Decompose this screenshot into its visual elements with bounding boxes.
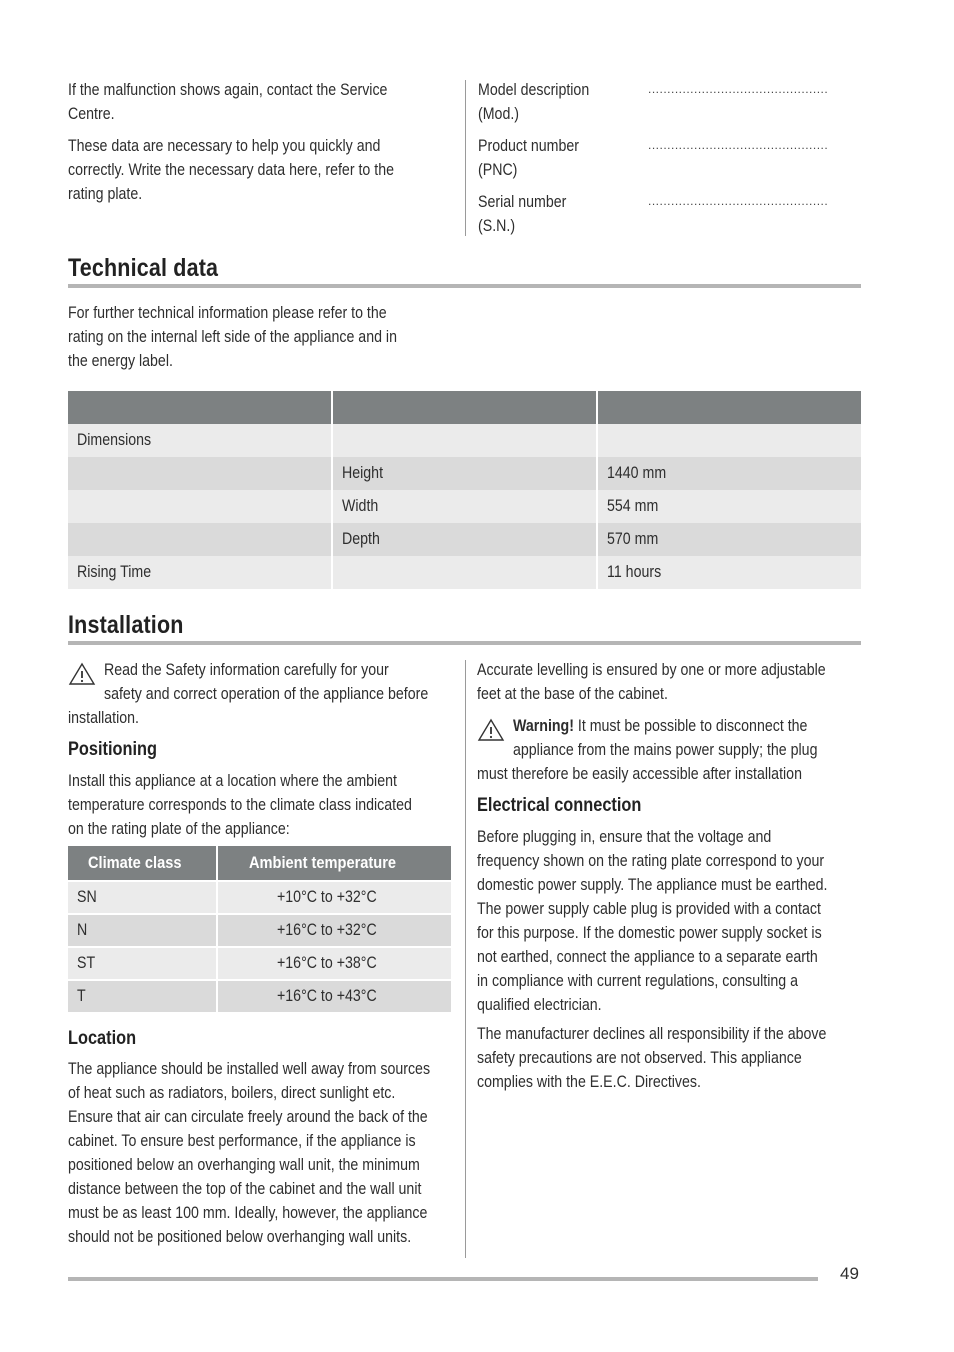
technical-data-table [68, 391, 861, 589]
column-divider [465, 660, 466, 1258]
positioning-text: Install this appliance at a location where the ambient temperature corresponds to the climate class indicated on the rating plate of the appliance: [68, 772, 412, 838]
table-row: Width 554 mm [68, 490, 861, 523]
table-row: Rising Time 11 hours [68, 556, 861, 589]
technical-data-heading: Technical data [68, 254, 219, 282]
electrical-connection-heading: Electrical connection [477, 795, 642, 816]
section-rule [68, 284, 861, 288]
warning-triangle-icon [68, 662, 96, 686]
safety-notice: Read the Safety information carefully for your safety and correct operation of the appliance before installation. [68, 661, 429, 727]
intro-para-2: These data are necessary to help you quickly and correctly. Write the necessary data here, refer to the rating plate. [68, 137, 394, 203]
warning-notice: Warning! It must be possible to disconnect the appliance from the mains power supply; the plug must therefore be easily accessible after installation [477, 717, 818, 783]
field-model: Model description (Mod.) ............................................... [478, 81, 829, 123]
fill-in-line[interactable]: ............................................... [648, 194, 829, 208]
levelling-text: Accurate levelling is ensured by one or more adjustable feet at the base of the cabinet. [477, 661, 826, 703]
warning-triangle-icon [477, 718, 505, 742]
table-header-row [68, 391, 861, 424]
electrical-text: Before plugging in, ensure that the voltage and frequency shown on the rating plate correspond to your domestic power supply. The appliance must be earthed. The power supply cable plug is provided with a contact for this purpose. If the domestic power supply socket is not earthed, connect the appliance to a separate earth in compliance with current regulations, consulting a qualified electrician. [477, 828, 828, 1014]
table-row: N +16°C to +32°C [68, 914, 451, 947]
column-divider [465, 80, 466, 236]
fill-in-line[interactable]: ............................................... [648, 138, 829, 152]
technical-text: For further technical information please refer to the rating on the internal left side of the appliance and in the energy label. [68, 304, 397, 370]
footer-rule [68, 1277, 818, 1281]
field-serial-number: Serial number (S.N.) ............................................... [478, 193, 829, 235]
warning-label: Warning! [513, 717, 574, 735]
table-header-row: Climate class Ambient temperature [68, 846, 451, 881]
installation-heading: Installation [68, 611, 184, 639]
positioning-heading: Positioning [68, 739, 157, 760]
table-row: Height 1440 mm [68, 457, 861, 490]
section-rule [68, 641, 861, 645]
location-heading: Location [68, 1028, 137, 1049]
field-product-number: Product number (PNC) ............................................... [478, 137, 829, 179]
fill-in-line[interactable]: ............................................... [648, 82, 829, 96]
intro-para-1: If the malfunction shows again, contact the Service Centre. [68, 81, 388, 123]
table-row: ST +16°C to +38°C [68, 947, 451, 980]
table-row: T +16°C to +43°C [68, 980, 451, 1012]
climate-class-table [68, 846, 451, 1012]
table-row: Dimensions [68, 424, 861, 457]
intro-text [68, 78, 448, 214]
location-text: The appliance should be installed well away from sources of heat such as radiators, boilers, direct sunlight etc. Ensure that air can circulate freely around the back of the cabinet. To ensure best performance, if the appliance is positioned below an overhanging wall unit, the minimum distance between the top of the cabinet and the wall unit must be as least 100 mm. Ideally, however, the appliance should not be positioned below overhanging wall units. [68, 1060, 431, 1246]
page-number: 49 [840, 1264, 859, 1283]
table-row: Depth 570 mm [68, 523, 861, 556]
table-row: SN +10°C to +32°C [68, 881, 451, 914]
manufacturer-text: The manufacturer declines all responsibility if the above safety precautions are not observed. This appliance complies with the E.E.C. Directives. [477, 1025, 827, 1091]
